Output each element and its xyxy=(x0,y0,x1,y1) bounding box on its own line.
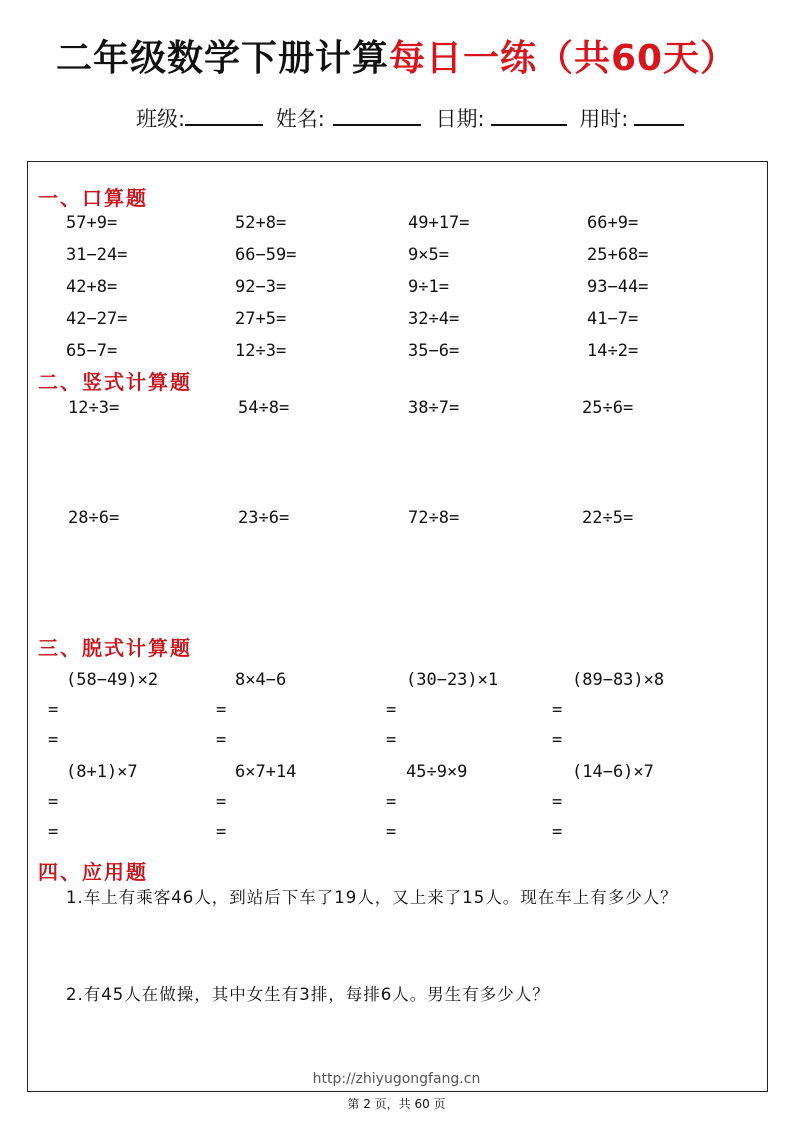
oral-problem: 42+8= xyxy=(66,277,118,297)
footer-page-number: 第 2 页，共 60 页 xyxy=(347,1097,446,1111)
equals-line: = xyxy=(552,730,563,750)
oral-problem: 52+8= xyxy=(235,213,287,233)
vertical-problem: 72÷8= xyxy=(408,508,460,528)
equals-line: = xyxy=(48,792,59,812)
vertical-problem: 54÷8= xyxy=(238,398,290,418)
stepwise-problem: 6×7+14 xyxy=(235,762,297,782)
section-oral-title: 一、口算题 xyxy=(38,186,148,210)
section-stepwise-title: 三、脱式计算题 xyxy=(38,636,192,660)
stepwise-problem: (30−23)×1 xyxy=(406,670,499,690)
oral-problem: 65−7= xyxy=(66,341,118,361)
equals-line: = xyxy=(216,700,227,720)
oral-problem: 92−3= xyxy=(235,277,287,297)
equals-line: = xyxy=(386,822,397,842)
date-label: 日期: xyxy=(435,107,485,131)
oral-problem: 57+9= xyxy=(66,213,118,233)
equals-line: = xyxy=(216,792,227,812)
word-problem-2: 2.有45人在做操，其中女生有3排，每排6人。男生有多少人？ xyxy=(66,985,550,1004)
stepwise-problem: (89−83)×8 xyxy=(572,670,665,690)
title-highlight: 每日一练（共60天） xyxy=(388,38,738,79)
equals-line: = xyxy=(216,822,227,842)
equals-line: = xyxy=(552,822,563,842)
oral-problem: 66−59= xyxy=(235,245,297,265)
name-label: 姓名: xyxy=(275,107,325,131)
equals-line: = xyxy=(552,700,563,720)
equals-line: = xyxy=(216,730,227,750)
stepwise-problem: 45÷9×9 xyxy=(406,762,468,782)
equals-line: = xyxy=(386,730,397,750)
vertical-problem: 28÷6= xyxy=(68,508,120,528)
date-blank[interactable] xyxy=(491,104,567,126)
student-info-row xyxy=(136,103,684,133)
oral-problem: 93−44= xyxy=(587,277,649,297)
oral-problem: 31−24= xyxy=(66,245,128,265)
time-blank[interactable] xyxy=(634,104,684,126)
class-blank[interactable] xyxy=(185,104,263,126)
vertical-problem: 22÷5= xyxy=(582,508,634,528)
oral-problem: 27+5= xyxy=(235,309,287,329)
oral-problem: 25+68= xyxy=(587,245,649,265)
equals-line: = xyxy=(48,730,59,750)
page-title xyxy=(0,30,793,81)
time-label: 用时: xyxy=(579,107,629,131)
oral-problem: 9×5= xyxy=(408,245,449,265)
oral-problem: 66+9= xyxy=(587,213,639,233)
name-blank[interactable] xyxy=(333,104,421,126)
oral-problem: 32÷4= xyxy=(408,309,460,329)
stepwise-problem: (14−6)×7 xyxy=(572,762,654,782)
stepwise-problem: 8×4−6 xyxy=(235,670,287,690)
oral-problem: 49+17= xyxy=(408,213,470,233)
section-vertical-title: 二、竖式计算题 xyxy=(38,370,192,394)
vertical-problem: 12÷3= xyxy=(68,398,120,418)
stepwise-problem: (8+1)×7 xyxy=(66,762,138,782)
vertical-problem: 23÷6= xyxy=(238,508,290,528)
class-label: 班级: xyxy=(136,107,186,131)
footer-url: http://zhiyugongfang.cn xyxy=(312,1071,481,1087)
equals-line: = xyxy=(386,792,397,812)
stepwise-problem: (58−49)×2 xyxy=(66,670,159,690)
equals-line: = xyxy=(48,822,59,842)
oral-problem: 9÷1= xyxy=(408,277,449,297)
equals-line: = xyxy=(48,700,59,720)
worksheet-frame xyxy=(27,161,768,1092)
title-main: 二年级数学下册计算 xyxy=(55,38,389,79)
vertical-problem: 38÷7= xyxy=(408,398,460,418)
oral-problem: 42−27= xyxy=(66,309,128,329)
section-application-title: 四、应用题 xyxy=(38,860,148,884)
oral-problem: 41−7= xyxy=(587,309,639,329)
word-problem-1: 1.车上有乘客46人，到站后下车了19人，又上来了15人。现在车上有多少人？ xyxy=(66,888,678,907)
oral-problem: 12÷3= xyxy=(235,341,287,361)
equals-line: = xyxy=(552,792,563,812)
oral-problem: 35−6= xyxy=(408,341,460,361)
vertical-problem: 25÷6= xyxy=(582,398,634,418)
equals-line: = xyxy=(386,700,397,720)
oral-problem: 14÷2= xyxy=(587,341,639,361)
